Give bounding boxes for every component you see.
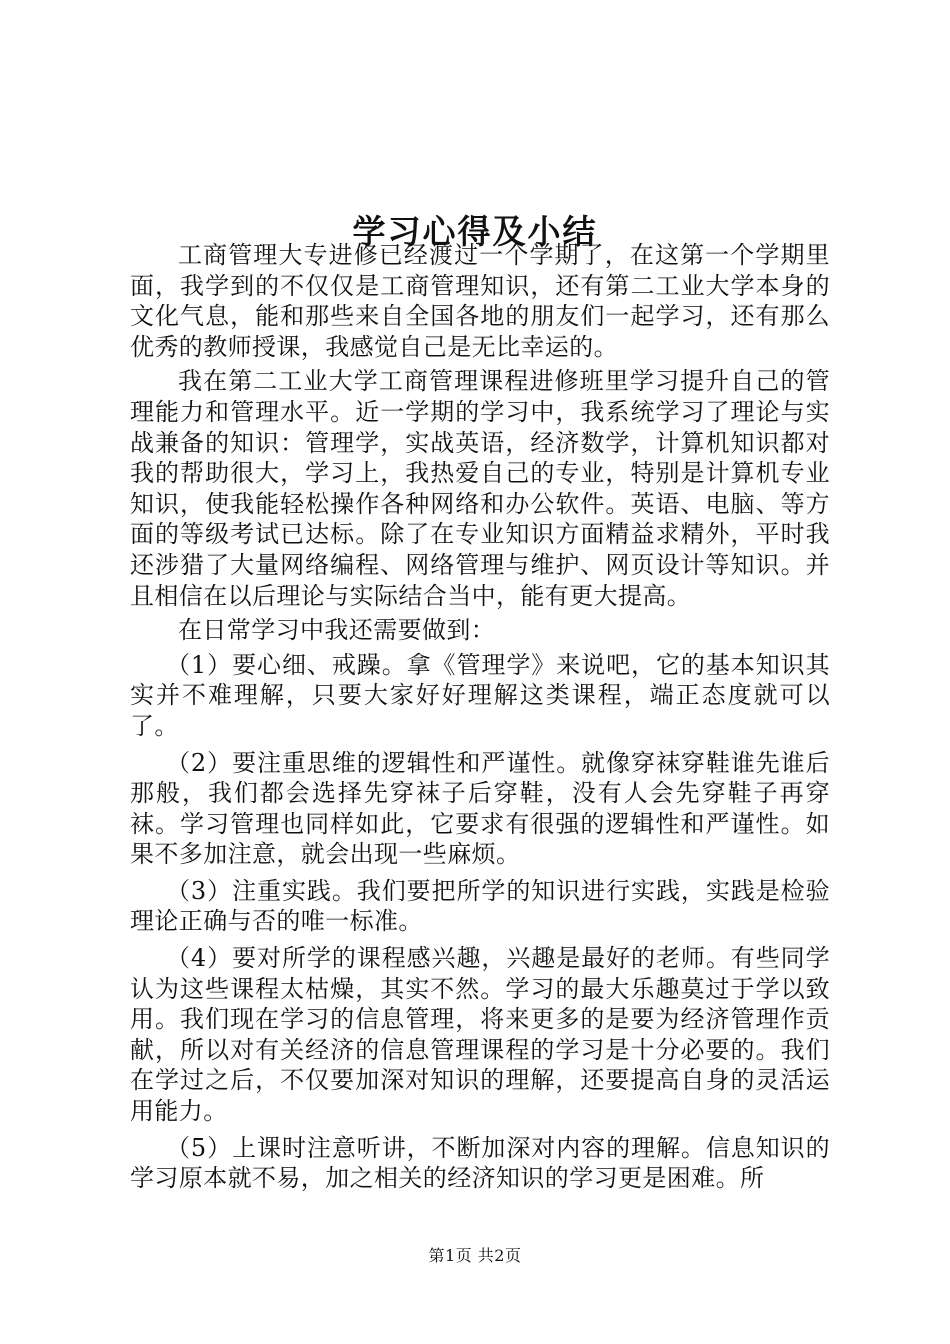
list-item-4: （4）要对所学的课程感兴趣，兴趣是最好的老师。有些同学认为这些课程太枯燥，其实不然。学习的最大乐趣莫过于学以致用。我们现在学习的信息管理，将来更多的是要为经济管理作贡献，所以对有关经济的信息管理课程的学习是十分必要的。我们在学过之后，不仅要加深对知识的理解，还要提高自身的灵活运用能力。 [130, 944, 830, 1126]
list-item-1: （1）要心细、戒躁。拿《管理学》来说吧，它的基本知识其实并不难理解，只要大家好好理解这类课程，端正态度就可以了。 [130, 650, 830, 740]
list-item-2: （2）要注重思维的逻辑性和严谨性。就像穿袜穿鞋谁先谁后那般，我们都会选择先穿袜子后穿鞋，没有人会先穿鞋子再穿袜。学习管理也同样如此，它要求有很强的逻辑性和严谨性。如果不多加注意，就会出现一些麻烦。 [130, 748, 830, 869]
list-item-3: （3）注重实践。我们要把所学的知识进行实践，实践是检验理论正确与否的唯一标准。 [130, 876, 830, 936]
paragraph-intro: 工商管理大专进修已经渡过一个学期了，在这第一个学期里面，我学到的不仅仅是工商管理知识，还有第二工业大学本身的文化气息，能和那些来自全国各地的朋友们一起学习，还有那么优秀的教师授课，我感觉自己是无比幸运的。 [130, 241, 830, 361]
paragraph-needs: 在日常学习中我还需要做到： [178, 616, 496, 645]
document-body [130, 240, 830, 1200]
page-number-footer: 第1页 共2页 [428, 1246, 522, 1265]
paragraph-study: 我在第二工业大学工商管理课程进修班里学习提升自己的管理能力和管理水平。近一学期的学习中，我系统学习了理论与实战兼备的知识：管理学，实战英语，经济数学，计算机知识都对我的帮助很大，学习上，我热爱自己的专业，特别是计算机专业知识，使我能轻松操作各种网络和办公软件。英语、电脑、等方面的等级考试已达标。除了在专业知识方面精益求精外，平时我还涉猎了大量网络编程、网络管理与维护、网页设计等知识。并且相信在以后理论与实际结合当中，能有更大提高。 [130, 367, 830, 610]
list-item-5: （5）上课时注意听讲，不断加深对内容的理解。信息知识的学习原本就不易，加之相关的经济知识的学习更是困难。所 [130, 1133, 830, 1193]
document-title: 学习心得及小结 [352, 212, 598, 252]
